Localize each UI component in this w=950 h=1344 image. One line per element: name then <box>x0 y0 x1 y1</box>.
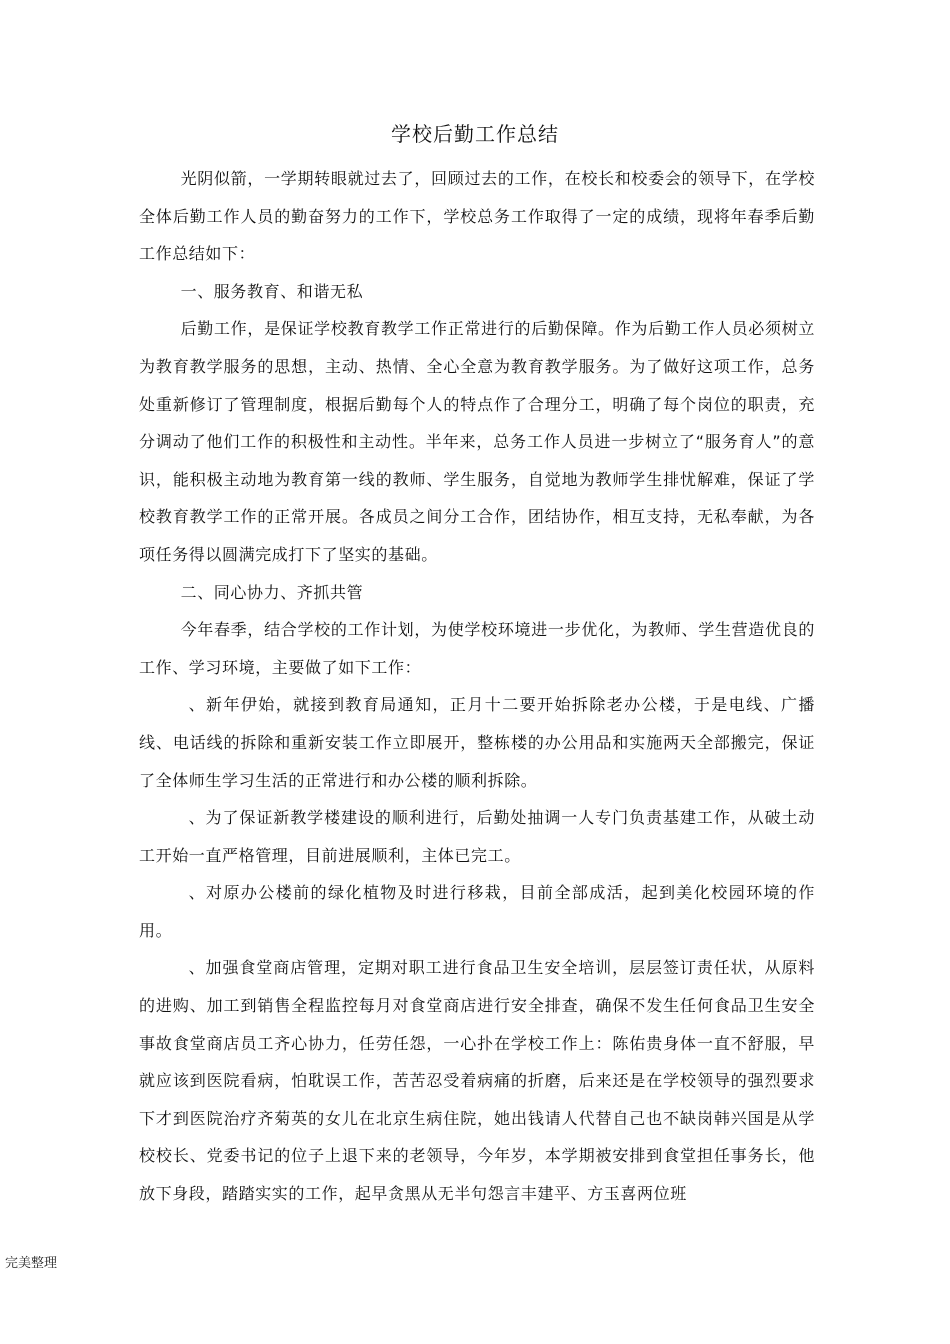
section-2-intro-paragraph: 今年春季，结合学校的工作计划，为使学校环境进一步优化，为教师、学生营造优良的工作、学习环境，主要做了如下工作： <box>139 620 815 677</box>
list-item-paragraph: 、为了保证新教学楼建设的顺利进行，后勤处抽调一人专门负责基建工作，从破土动工开始一直严格管理，目前进展顺利，主体已完工。 <box>139 808 815 865</box>
list-item-paragraph: 、对原办公楼前的绿化植物及时进行移栽，目前全部成活，起到美化校园环境的作用。 <box>139 883 815 940</box>
list-item-paragraph: 、加强食堂商店管理，定期对职工进行食品卫生安全培训，层层签订责任状，从原料的进购、加工到销售全程监控每月对食堂商店进行安全排查，确保不发生任何食品卫生安全事故食堂商店员工齐心协力，任劳任怨，一心扑在学校工作上：陈佑贵身体一直不舒服，早就应该到医院看病，怕耽误工作，苦苦忍受着病痛的折磨，后来还是在学校领导的强烈要求下才到医院治疗齐菊英的女儿在北京生病住院，她出钱请人代替自己也不缺岗韩兴国是从学校校长、党委书记的位子上退下来的老领导，今年岁，本学期被安排到食堂担任事务长，他放下身段，踏踏实实的工作，起早贪黑从无半句怨言丰建平、方玉喜两位班 <box>139 958 815 1204</box>
section-heading-2: 二、同心协力、齐抓共管 <box>180 582 364 602</box>
document-body <box>139 160 815 1213</box>
intro-paragraph: 光阴似箭，一学期转眼就过去了，回顾过去的工作，在校长和校委会的领导下，在学校全体后勤工作人员的勤奋努力的工作下，学校总务工作取得了一定的成绩，现将年春季后勤工作总结如下： <box>139 169 815 264</box>
section-heading-1: 一、服务教育、和谐无私 <box>180 281 364 301</box>
footer-watermark: 完美整理 <box>5 1256 58 1271</box>
section-1-paragraph: 后勤工作，是保证学校教育教学工作正常进行的后勤保障。作为后勤工作人员必须树立为教育教学服务的思想，主动、热情、全心全意为教育教学服务。为了做好这项工作，总务处重新修订了管理制度，根据后勤每个人的特点作了合理分工，明确了每个岗位的职责，充分调动了他们工作的积极性和主动性。半年来，总务工作人员进一步树立了“服务育人”的意识，能积极主动地为教育第一线的教师、学生服务，自觉地为教师学生排忧解难，保证了学校教育教学工作的正常开展。各成员之间分工合作，团结协作，相互支持，无私奉献，为各项任务得以圆满完成打下了坚实的基础。 <box>139 319 815 564</box>
list-item-paragraph: 、新年伊始，就接到教育局通知，正月十二要开始拆除老办公楼，于是电线、广播线、电话线的拆除和重新安装工作立即展开，整栋楼的办公用品和实施两天全部搬完，保证了全体师生学习生活的正常进行和办公楼的顺利拆除。 <box>139 695 815 790</box>
document-title: 学校后勤工作总结 <box>391 122 559 146</box>
